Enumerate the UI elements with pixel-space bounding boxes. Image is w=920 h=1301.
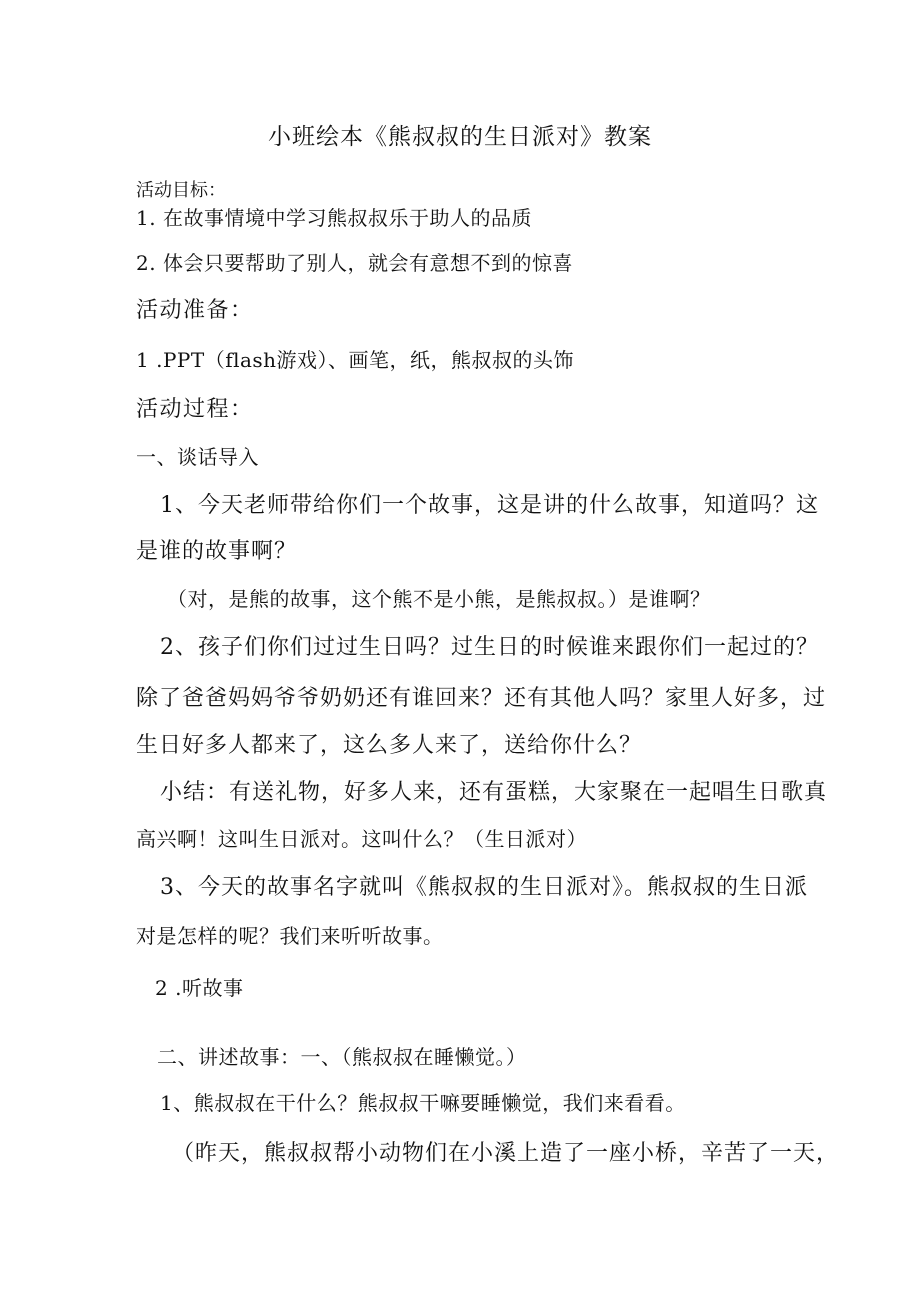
paragraph-2-line-3: 生日好多人都来了，这么多人来了，送给你什么？ [136,733,643,758]
part-1-heading: 一、谈话导入 [136,445,259,469]
story-paragraph-1: （昨天，熊叔叔帮小动物们在小溪上造了一座小桥，辛苦了一天， [172,1141,840,1166]
paragraph-3-line-2: 对是怎样的呢？我们来听听故事。 [136,924,444,948]
paragraph-1-line-2: 是谁的故事啊？ [136,539,298,564]
paragraph-2-line-2: 除了爸爸妈妈爷爷奶奶还有谁回来？还有其他人吗？家里人好多，过 [136,686,827,711]
goal-item-1: 1. 在故事情境中学习熊叔叔乐于助人的品质 [136,206,532,230]
paragraph-1-line-1: 1、今天老师带给你们一个故事，这是讲的什么故事，知道吗？这 [160,493,819,518]
goals-heading: 活动目标： [136,180,226,201]
part-2-heading: 二、讲述故事：一、（熊叔叔在睡懒觉。） [157,1045,527,1069]
listen-story-item: 2 .听故事 [155,976,244,1000]
goal-item-2: 2. 体会只要帮助了别人，就会有意想不到的惊喜 [136,251,573,275]
paragraph-3-line-1: 3、今天的故事名字就叫《熊叔叔的生日派对》。熊叔叔的生日派 [160,875,808,900]
document-title: 小班绘本《熊叔叔的生日派对》教案 [268,124,652,150]
summary-line-1: 小结：有送礼物，好多人来，还有蛋糕，大家聚在一起唱生日歌真 [160,780,828,805]
paragraph-2-line-1: 2、孩子们你们过过生日吗？过生日的时候谁来跟你们一起过的？ [160,635,819,660]
prep-heading: 活动准备： [136,298,254,323]
prep-item-1: 1 .PPT（flash游戏）、画笔，纸，熊叔叔的头饰 [136,348,575,372]
question-1: 1、熊叔叔在干什么？熊叔叔干嘛要睡懒觉，我们来看看。 [160,1091,686,1115]
summary-line-2: 高兴啊！这叫生日派对。这叫什么？（生日派对） [136,827,587,851]
paragraph-1-note: （对，是熊的故事，这个熊不是小熊，是熊叔叔。）是谁啊？ [167,587,711,611]
process-heading: 活动过程： [136,397,254,422]
